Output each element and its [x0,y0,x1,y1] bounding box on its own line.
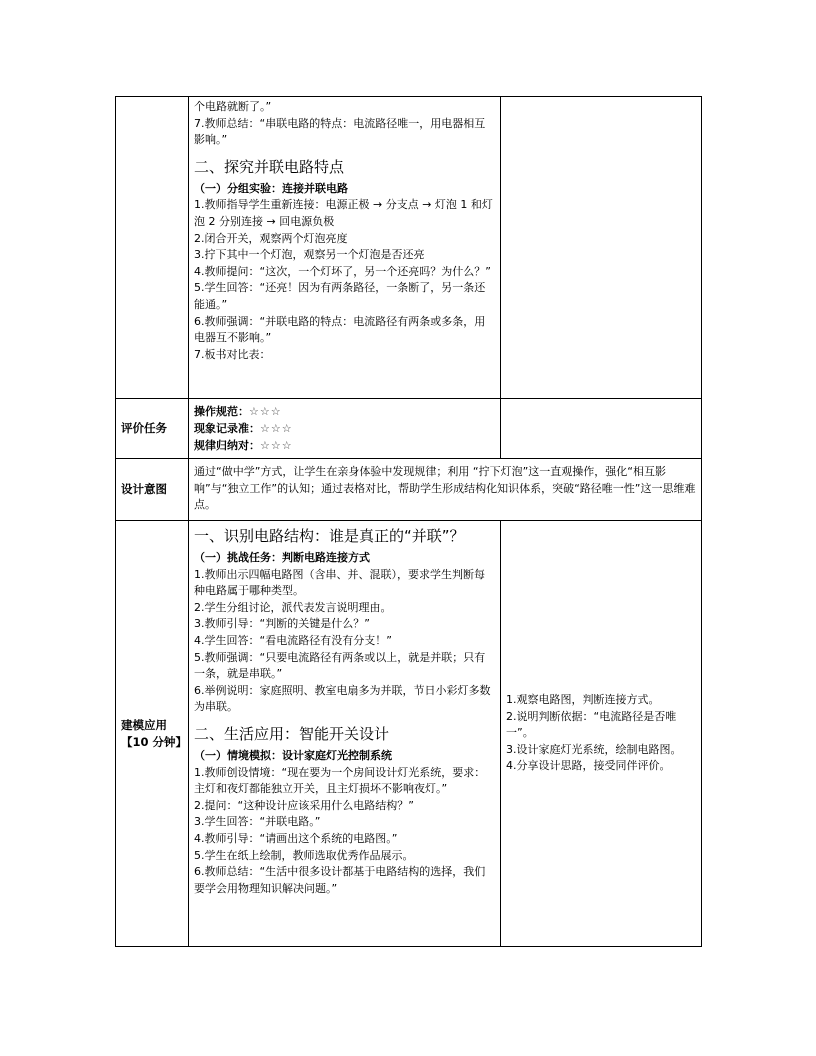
step-item: 6.教师总结：“生活中很多设计都基于电路结构的选择，我们要学会用物理知识解决问题。” [194,865,486,895]
step-item: 2.闭合开关，观察两个灯泡亮度 [194,231,348,245]
subsection-title: （一）分组实验：连接并联电路 [194,181,348,195]
exploration-activity-cell [501,97,702,399]
evaluation-item [194,437,495,454]
evaluation-label: 评价任务 [116,399,189,459]
exploration-label-cell [116,97,189,399]
step-item: 3.学生回答：“并联电路。” [194,815,321,829]
activity-item: 2.说明判断依据：“电流路径是否唯一”。 [506,709,677,740]
activity-item: 3.设计家庭灯光系统，绘制电路图。 [506,742,682,756]
step-item: 4.教师引导：“请画出这个系统的电路图。” [194,831,398,845]
step-item: 1.教师出示四幅电路图（含串、并、混联），要求学生判断每种电路属于哪种类型。 [194,567,485,598]
evaluation-item [194,420,495,437]
exploration-content-cell [189,97,501,399]
star-rating: ☆☆☆ [249,404,282,418]
modeling-row [116,521,702,947]
lesson-plan-table [115,96,702,947]
modeling-label: 建模应用【10 分钟】 [116,521,189,947]
evaluation-item-name: 规律归纳对： [194,438,260,452]
evaluation-row [116,399,702,459]
step-item: 5.教师强调：“只要电流路径有两条或以上，就是并联；只有一条，就是串联。” [194,650,486,681]
step-item: 3.拧下其中一个灯泡，观察另一个灯泡是否还亮 [194,248,425,262]
section-title: 二、生活应用：智能开关设计 [194,724,390,743]
step-item: 7.板书对比表： [194,347,271,361]
evaluation-item-name: 操作规范： [194,404,249,418]
subsection-title: （一）挑战任务：判断电路连接方式 [194,551,370,564]
design-label: 设计意图 [116,459,189,521]
step-item: 5.学生回答：“还亮！因为有两条路径，一条断了，另一条还能通。” [194,281,486,311]
content-line: 个电路就断了。” [194,100,272,113]
step-item: 4.学生回答：“看电流路径有没有分支！” [194,633,392,647]
activity-item: 1.观察电路图，判断连接方式。 [506,693,660,707]
step-item: 4.教师提问：“这次，一个灯坏了，另一个还亮吗？为什么？” [194,264,491,278]
content-line: 7.教师总结：“串联电路的特点：电流路径唯一，用电器相互影响。” [194,116,486,147]
step-item: 3.教师引导：“判断的关键是什么？” [194,617,370,631]
star-rating: ☆☆☆ [260,421,293,435]
step-item: 6.教师强调：“并联电路的特点：电流路径有两条或多条，用电器互不影响。” [194,314,486,345]
subsection-title: （一）情境模拟：设计家庭灯光控制系统 [194,748,392,762]
evaluation-item-name: 现象记录准： [194,421,260,435]
step-item: 1.教师指导学生重新连接：电源正极 → 分支点 → 灯泡 1 和灯泡 2 分别连接 → 回电源负极 [194,198,493,228]
evaluation-item [194,403,495,420]
evaluation-empty-cell [501,399,702,459]
section-title: 二、探究并联电路特点 [194,157,345,176]
modeling-content-cell [189,521,501,947]
step-item: 1.教师创设情境：“现在要为一个房间设计灯光系统，要求：主灯和夜灯都能独立开关，且主灯损坏不影响夜灯。” [194,765,486,796]
activity-item: 4.分享设计思路，接受同伴评价。 [506,759,671,773]
star-rating: ☆☆☆ [260,438,293,452]
design-content-cell [189,459,702,521]
section-title: 一、识别电路结构：谁是真正的“并联”？ [194,527,465,545]
student-activity-cell [501,521,702,947]
step-item: 5.学生在纸上绘制，教师选取优秀作品展示。 [194,848,414,862]
step-item: 2.提问：“这种设计应该采用什么电路结构？” [194,798,414,812]
design-text: 通过“做中学”方式，让学生在亲身体验中发现规律；利用 “拧下灯泡”这一直观操作，强化“相互影响”与“独立工作”的认知；通过表格对比，帮助学生形成结构化知识体系，突破“路径唯一性”这一思维难点。 [194,465,696,512]
step-item: 6.举例说明：家庭照明、教室电扇多为并联，节日小彩灯多数为串联。 [194,683,491,714]
step-item: 2.学生分组讨论，派代表发言说明理由。 [194,600,392,614]
exploration-row [116,97,702,399]
design-row [116,459,702,521]
evaluation-content-cell [189,399,501,459]
